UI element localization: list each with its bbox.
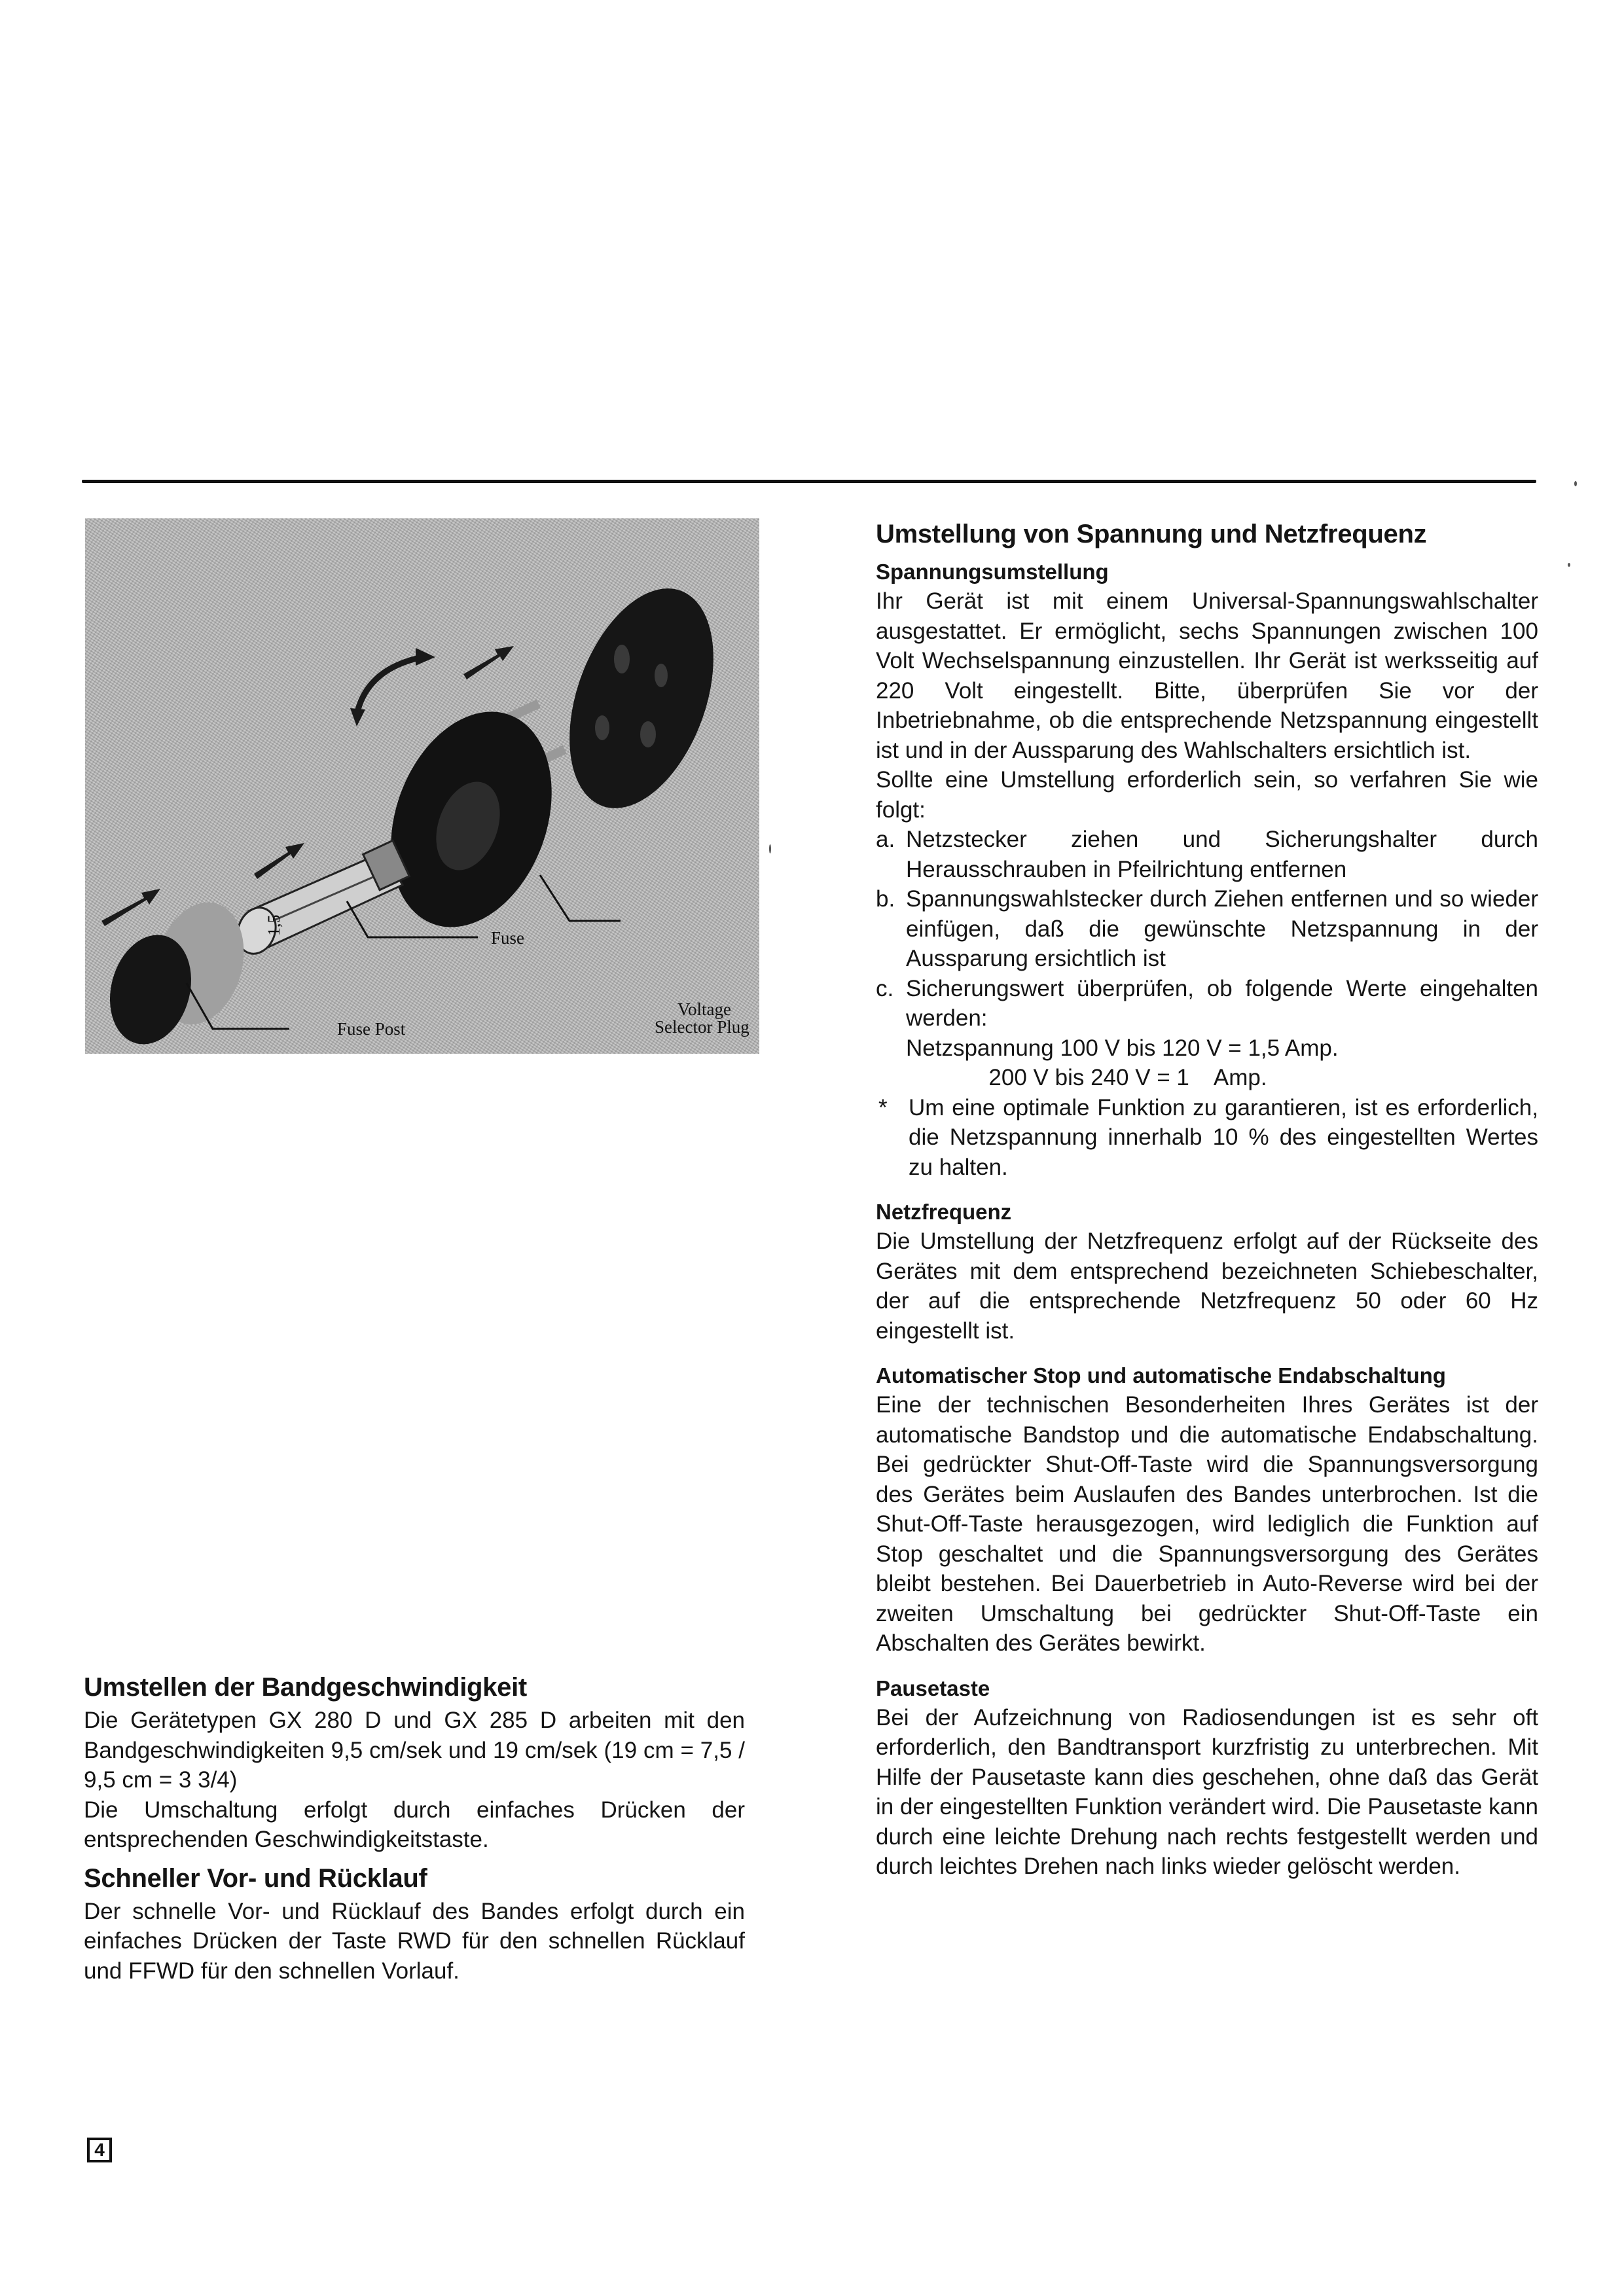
left-column [84,1670,745,1986]
right-column [876,517,1538,1882]
note-asterisk: * [878,1094,888,1120]
step-marker: c. [876,975,894,1001]
note-text: Um eine optimale Funktion zu garantieren, ist es erforderlich, die Netzspannung innerhalb 10 % des eingestellten Wertes zu halten. [909,1094,1538,1180]
pause-button-paragraph: Bei der Aufzeichnung von Radiosendungen ist es sehr oft erforderlich, den Bandtransport kurzfristig zu unterbrechen. Mit Hilfe der Pausetaste kann dies geschehen, ohne daß das Gerät in der eingestellten Funktion verändert wird. Die Pausetaste kann durch eine leichte Drehung nach rechts festgestellt werden und durch leichtes Drehen nach links wieder gelöscht werden. [876,1704,1538,1879]
step-text: Spannungswahlstecker durch Ziehen entfernen und so wieder einfügen, daß die gewünschte Netzspannung in der Aussparung ersichtlich ist [906,886,1538,971]
fast-wind-paragraph: Der schnelle Vor- und Rücklauf des Bandes erfolgt durch ein einfaches Drücken der Taste RWD für den schnellen Rücklauf und FFWD für den schnellen Vorlauf. [84,1898,745,1984]
step-b [876,884,1538,974]
horizontal-rule [82,480,1536,483]
scan-speck [1568,563,1570,567]
fuse-value-row-1: Netzspannung 100 V bis 120 V = 1,5 Amp. [906,1035,1339,1061]
step-text: Sicherungswert überprüfen, ob folgende Werte eingehalten werden: [906,975,1538,1031]
step-a [876,825,1538,884]
fuse-rating-marking: 1,5 [264,914,283,936]
subheading-pause-button: Pausetaste [876,1676,990,1700]
step-text: Netzstecker ziehen und Sicherungshalter durch Herausschrauben in Pfeilrichtung entfernen [906,827,1538,882]
section-title-fast-wind: Schneller Vor- und Rücklauf [84,1863,427,1893]
tolerance-note [876,1093,1538,1183]
fuse-value-row-2: 200 V bis 240 V = 1 Amp. [906,1065,1267,1090]
section-title-tape-speed: Umstellen der Bandgeschwindigkeit [84,1673,527,1702]
page-number: 4 [87,2138,112,2162]
subheading-mains-frequency: Netzfrequenz [876,1200,1012,1224]
section-title-voltage-frequency: Umstellung von Spannung und Netzfrequenz [876,520,1427,548]
tape-speed-paragraph-1: Die Gerätetypen GX 280 D und GX 285 D arbeiten mit den Bandgeschwindigkeiten 9,5 cm/sek und 19 cm/sek (19 cm = 7,5 / 9,5 cm = 3 3/4) [84,1708,745,1793]
step-marker: b. [876,886,895,912]
voltage-selector-plug-label-1: Voltage [677,999,731,1019]
fuse-post-label: Fuse Post [337,1019,406,1039]
exploded-assembly-illustration [85,518,759,1054]
voltage-selector-plug-label-2: Selector Plug [655,1017,749,1037]
step-c [876,974,1538,1033]
fuse-assembly-photo [85,518,759,1054]
subheading-voltage-change: Spannungsumstellung [876,560,1109,584]
scan-speck [1574,481,1577,486]
procedure-intro: Sollte eine Umstellung erforderlich sein, so verfahren Sie wie folgt: [876,767,1538,823]
scan-speck [769,844,771,853]
auto-stop-paragraph: Eine der technischen Besonderheiten Ihres Gerätes ist der automatische Bandstop und die automatische Endabschaltung. Bei gedrückter Shut-Off-Taste wird die Spannungsversorgung des Gerätes beim Auslaufen des Bandes unterbrochen. Ist die Shut-Off-Taste herausgezogen, wird lediglich die Funktion auf Stop geschaltet und die Spannungsversorgung des Gerätes bleibt bestehen. Bei Dauerbetrieb in Auto-Reverse wird bei der zweiten Umschaltung bei gedrückter Shut-Off-Taste ein Abschalten des Gerätes bewirkt. [876,1392,1538,1656]
step-marker: a. [876,827,895,852]
voltage-intro-paragraph: Ihr Gerät ist mit einem Universal-Spannungswahlschalter ausgestattet. Er ermöglicht, sechs Spannungen zwischen 100 Volt Wechselspannung einzustellen. Ihr Gerät ist werksseitig auf 220 Volt eingestellt. Bitte, überprüfen Sie vor der Inbetriebnahme, ob die entsprechende Netzspannung eingestellt ist und in der Aussparung des Wahlschalters ersichtlich ist. [876,588,1538,763]
tape-speed-paragraph-2: Die Umschaltung erfolgt durch einfaches Drücken der entsprechenden Geschwindigkeitstaste. [84,1797,745,1852]
mains-frequency-paragraph: Die Umstellung der Netzfrequenz erfolgt auf der Rückseite des Gerätes mit dem entsprechend bezeichneten Schiebeschalter, der auf die entsprechende Netzfrequenz 50 oder 60 Hz eingestellt ist. [876,1228,1538,1344]
fuse-label: Fuse [491,928,525,948]
subheading-auto-stop: Automatischer Stop und automatische Endabschaltung [876,1363,1446,1388]
